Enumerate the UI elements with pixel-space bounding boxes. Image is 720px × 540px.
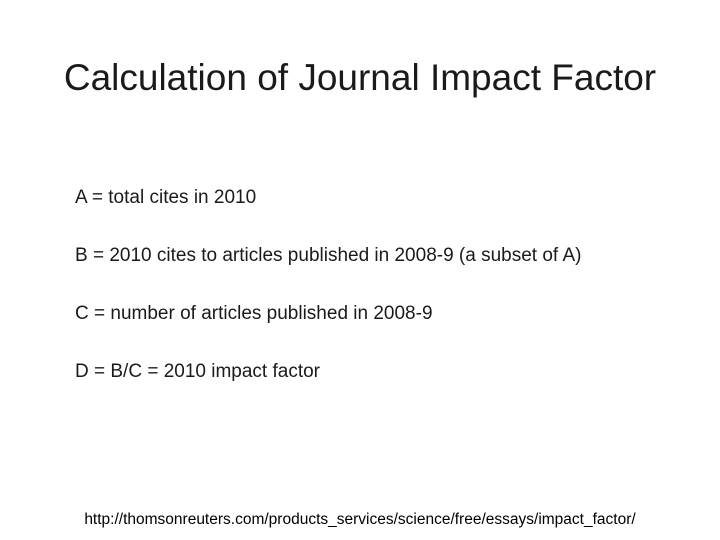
definition-b: B = 2010 cites to articles published in 2008-9 (a subset of A) (75, 245, 582, 266)
definition-d: D = B/C = 2010 impact factor (75, 361, 321, 382)
definition-list (75, 182, 581, 414)
definition-c: C = number of articles published in 2008-9 (75, 303, 433, 324)
definition-a: A = total cites in 2010 (75, 187, 257, 208)
slide-title: Calculation of Journal Impact Factor (63, 57, 657, 98)
source-url-link[interactable]: http://thomsonreuters.com/products_services/science/free/essays/impact_factor/ (84, 511, 636, 528)
